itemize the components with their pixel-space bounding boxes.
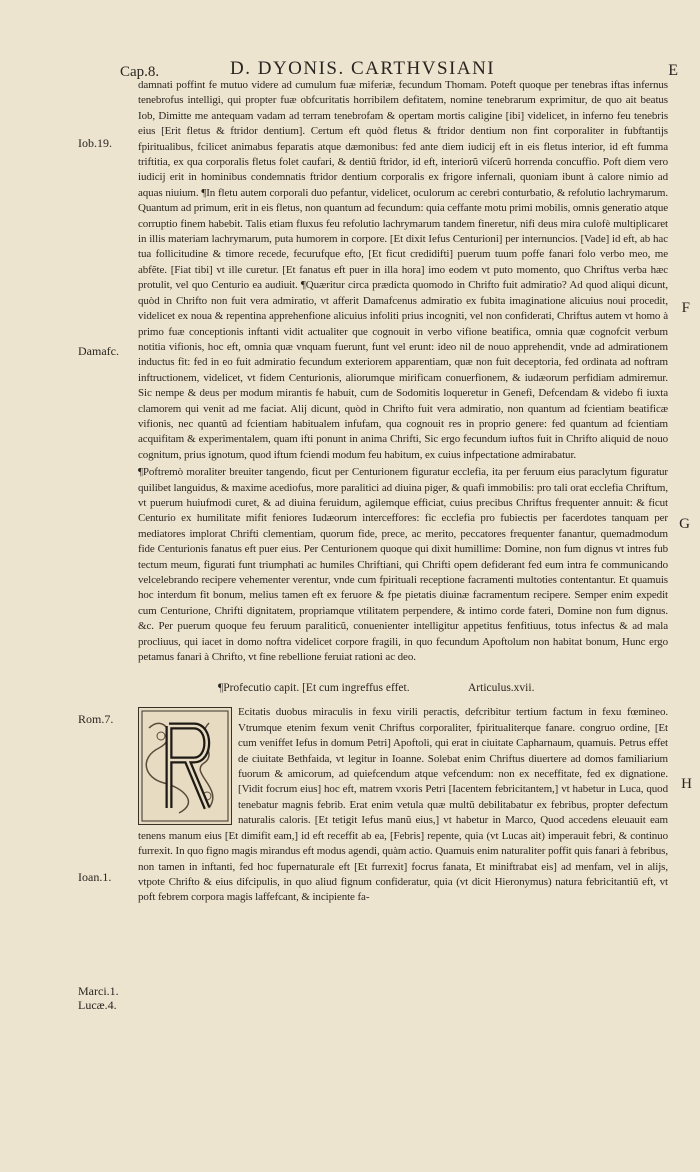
article-body: [138, 705, 668, 905]
column-mark-e: E: [668, 62, 678, 79]
paragraph-moral: ¶Poftremò moraliter breuiter tangendo, ficut per Centurionem figuratur ecclefia, ita per feruum eius paraclytum figuratur quilibet languidus, & maxime acediofus, more paralitici ad diuina piger, & quafi immobilis: pro tali orat ecclefia Chriftum, vt puerum huiufmodi curet, & ad diuina feruidum, agilemque efficiat, cuius precibus Chriftus frequenter annuit: & ficut Centurio ex humilitate mifit feniores Iudæorum interceffores: fic ecclefia pro fubiectis per facerdotes tanquam per mediatores implorat Chrifti clementiam, quorum fide, prece, ac merito, peccatores frequenter fanantur, quemadmodum fide Centurionis fanatus eft puer eius. Per Centurionem quoque qui dixit humillime: Domine, non fum dignus vt intres fub tectum meum, figurati funt triumphati ac humiles Chriftiani, qui Chrifti opem defiderant fed eum intra fe communicando velcelebrando recipere vehementer verentur, vnde cum fpirituali receptione facramenti multoties contentantur. Et quamuis hoc interdum fit bonum, melius tamen eft ex feruore & fpe pietatis diuinæ facramentum recipere. Semper enim expedit cum Centurione, Chrifti dignitatem, propriamque vtilitatem perpendere, & intimo corde fateri, Domine non fum dignus. &c. Per puerum quoque feu feruum paraliticũ, conuenienter intelligitur appetitus fenfitiuus, totus infectus & ad mala procliuus, qui iacet in domo noftra videlicet corpore fragili, in quo fecundum Apoftolum non habitat bonum, Hunc ergo petamus fanari à Chrifto, vt fine rebellione feruiat rationi ac deo.: [138, 466, 668, 664]
decorated-initial-r-icon: [138, 707, 232, 825]
margin-note-rom: Rom.7.: [78, 712, 114, 726]
running-title: D. DYONIS. CARTHVSIANI: [230, 58, 496, 79]
section-heading-article: Articulus.xvii.: [468, 682, 535, 695]
section-heading: [138, 677, 668, 699]
margin-note-marci: Marci.1.: [78, 984, 119, 998]
margin-note-job: Iob.19.: [78, 136, 112, 150]
margin-note-lucae: Lucæ.4.: [78, 998, 117, 1012]
column-mark-h: H: [681, 776, 692, 792]
column-mark-g: G: [679, 516, 690, 532]
section-heading-title: ¶Profecutio capit. [Et cum ingreffus effet.: [218, 682, 410, 695]
paragraph-article: Ecitatis duobus miraculis in fexu virili peractis, defcribitur tertium factum in fexu fœmineo. Vtrumque etenim fexum venit Chriftus corporaliter, fpiritualiterque fanare. congruo ordine, [Et cum veniffet Iefus in domum Petri] Apoftoli, qui erat in ciuitate Capharnaum, quamuis. Petrus effet de ciuitate Bethfaida, vt legitur in Ioanne. Solebat enim Chriftus diuertere ad domos familiarium fuorum & amicorum, ad quiefcendum atque vefcendum: non ex neceffitate, fed ex dignatione. [Vidit focrum eius] hoc eft, matrem vxoris Petri [Iacentem febricitantem,] vt habetur in Luca, quod tenebatur magnis febrib. Erat enim vetula quæ multũ debilitabatur ex febribus, propter defectum naturalis caloris. [Et tetigit Iefus manũ eius,] vt habetur in Marco, Quod accedens eleuauit eam tenens manum eius [Et dimifit eam,] id eft receffit ab ea, [Febris] repente, quia (vt Lucas ait) imperauit febri, & continuo furrexit. In quo figno magis mirandus eft modus agendi, quàm actio. Quamuis enim naturaliter poffit quis fanari à febribus, non tamen in inftanti, fed hoc fupernaturale eft [Et furrexit] focrus fanata, Et miniftrabat eis] ad menfam, vel in alijs, vtpote Chrifto & eius difcipulis, in quo aliud fignum confideratur, quia (vt dicit Hieronymus) natura febricitantiũ eft, vt poft febrem corpora magis laffefcant, & incipiente fa-: [138, 706, 668, 904]
paragraph-commentary: damnati poffint fe mutuo videre ad cumulum fuæ miferiæ, fecundum Thomam. Poteft quoque per tenebras iftas infernus tenebrofus intelligi, qui propter fuæ obfcuritatis horribilem defitatem, nomine tenebrarum exprimitur, de quo ait beatus Iob, Dimitte me antequam vadam ad terram tenebrofam & opertam mortis caligine [ibi] videlicet, in inferno feu tenebris eius [Erit fletus & ftridor dentium]. Certum eft quòd fletus & ftridor dentium non fint corporaliter in fubftantijs fpiritualibus, fcilicet animabus feparatis atque dæmonibus: fed ante diem iudicij eft in eis fletus interior, id eft fumma triftitia, ex qua corporalis fletus folet caufari, & dentiũ ftridor, id eft, interiorũ viſcerũ horrenda concuffio. Poft diem vero iudicij erit in hominibus condemnatis ftridor dentium corporalis ex frigore infernali, quoniam ibunt à calore nimio ad aquas niuium. ¶In fletu autem corporali duo pefantur, videlicet, oculorum ac cerebri conturbatio, & refolutio lachrymarum. Quantum ad primum, erit in eis fletus, non quantum ad fecundum: quia ceffante motu primi mobilis, omnis generatio atque corruptio finem habebit. Talis etiam fluxus feu refolutio lachrymarum tandem fineretur, nifi deus mira culofè multiplicaret in illis materiam lachrymarum, puta humorem in corpore. [Et dixit Iefus Centurioni] per internuncios. [Vade] id eft, ab hac tua follicitudine & timore recede, fecurufque efto, [Et ficut credidifti] puerum tuum poffe fanari folo verbo meo, me abfẽte. [Fiat tibi] vt ille curetur. [Et fanatus eft puer in illa hora] imo eodem vt puto momento, quo Chriftus verba hæc protulit, vel quo Centurio ea audiuit. ¶Quæritur circa prædicta quomodo in Chrifto fuit admiratio? Ad quod aliqui dicunt, quòd in Chrifto non fuit vera admiratio, vt afferit Damafcenus admiratio ex fubita imaginatione alicuius noui procedit, videlicet ex noua & repentina apprehenfione alicuius infoliti prius incogniti, vel non confiderati, Chriftus autem vt homo à primo fuæ conceptionis inftanti vidit actualiter que cognouit in verbo vifione beatifica, omnia quæ cognofcit verbum notitia vifionis, hoc eft, omnia quæ vnquam fuerunt, funt vel erunt: ideo nil de nouo apprehendit, vnde ad admirationem inductus fit: fed in eo fuit admiratio fecundum exteriorem apparentiam, quæ non fuit deceptoria, fed ordinata ad noftram inftructionem, videlicet, vt fidem Centurionis, aliorumque mirificam conuerfionem, & iudæorum perfidiam admiremur. Sic nempe & deus per modum mirantis fe habuit, cum de Sodomitis loqueretur in Genefi, Defcendam & videbo fi iuxta clamorem qui venit ad me faciat. Alij dicunt, quòd in Chrifto fuit vera admiratio, non quantum ad fcientiam beatificæ vifionis, nec quantũ ad fcientiam habitualem infufam, qua cognouit res in proprio genere: fed quantum ad fcientiam acquifitam & experimentalem, quam ifti ponunt in anima Chrifti, Sic ergo fecundum iuftos fuit in Chrifto aliquid de nouo cognitum, prius ignotum, quod iftum fciendi modum feu habitum, ex cuius infpectatione admirabatur.: [138, 79, 668, 461]
main-text: [138, 78, 668, 906]
column-mark-f: F: [681, 300, 690, 316]
margin-note-ioan: Ioan.1.: [78, 870, 112, 884]
chapter-label: Cap.8.: [120, 64, 160, 80]
margin-note-damasc: Damafc.: [78, 344, 119, 358]
